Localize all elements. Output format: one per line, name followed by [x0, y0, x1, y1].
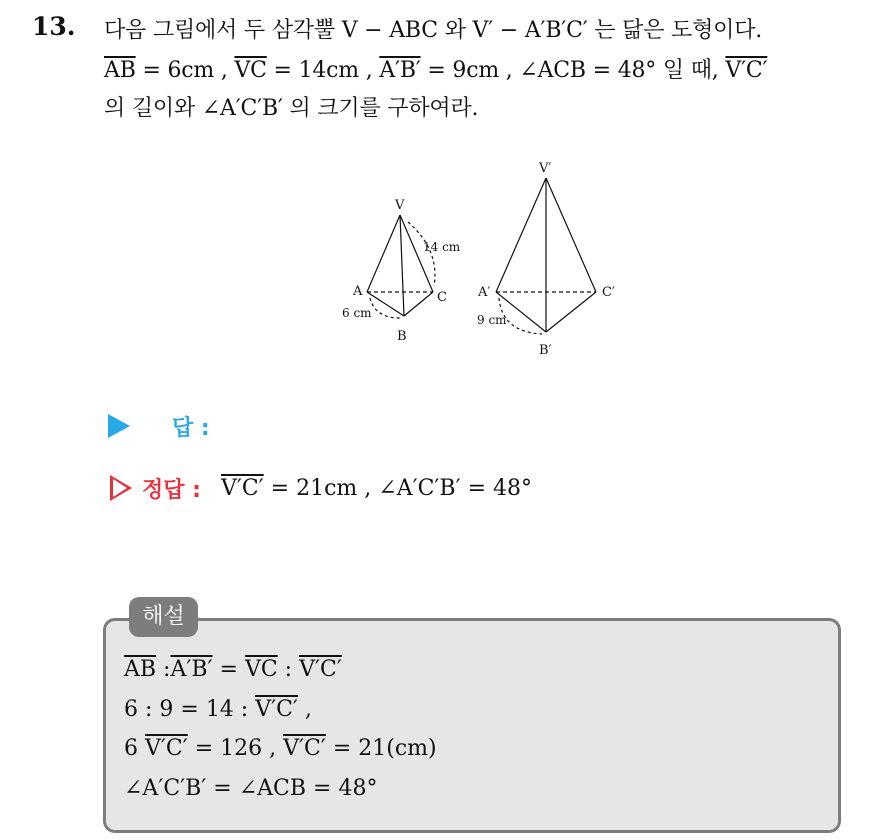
edge-vb [400, 215, 404, 316]
question-line-1: 다음 그림에서 두 삼각뿔 V − ABC 와 V′ − A′B′C′ 는 닮은 도형이다. [104, 18, 763, 43]
correct-answer-arrow-icon [110, 475, 132, 501]
segment-vc: $\overline{VC}$ [244, 657, 278, 682]
segment-apbp: A′B′ [170, 657, 213, 682]
segment-vc: $\overline{VC}$ [234, 58, 267, 83]
label-apbp-length: 9 cm [477, 313, 507, 327]
ab-dimension-arc [370, 298, 400, 318]
solution-line-4: ∠A′C′B′ = ∠ACB = 48° [124, 776, 378, 801]
small-pyramid [367, 215, 435, 318]
label-cp: C′ [602, 285, 615, 300]
proportion-text: 6 : 9 = 14 : [124, 697, 256, 722]
answer-row [108, 408, 210, 444]
edge-va [367, 215, 400, 292]
edge-vpcp [546, 178, 596, 292]
label-ab-length: 6 cm [342, 306, 372, 320]
segment-vpcp: V′C′ [299, 657, 342, 682]
vc-value: = 14cm , [266, 58, 380, 83]
label-b: B [397, 329, 407, 344]
question-number: 13. [32, 12, 76, 41]
edge-bc [404, 292, 433, 316]
large-pyramid [496, 178, 596, 334]
segment-vpcp: V′C′ [145, 736, 188, 761]
solution-line-1 [124, 657, 342, 682]
result-text: = 21(cm) [325, 736, 437, 761]
ratio-colon: : [156, 657, 171, 682]
segment-ab: $\overline{AB}$ [124, 657, 157, 682]
segment-vpcp: V′C′ [220, 475, 264, 501]
question-line-2 [104, 53, 767, 84]
segment-vpcp: V′C′ [283, 736, 326, 761]
solution-tab: 해설 [129, 597, 198, 637]
vc-dimension-arc [408, 222, 435, 286]
pyramid-figure [320, 150, 650, 375]
answer-arrow-icon [108, 414, 130, 438]
solution-line-2 [124, 697, 312, 722]
edge-vpap [496, 178, 546, 292]
segment-ab: $\overline{AB}$ [104, 58, 136, 83]
pyramid-diagram [320, 150, 650, 375]
label-vp: V′ [539, 161, 552, 176]
comma: , [297, 697, 312, 722]
correct-answer-value: = 21cm , ∠A′C′B′ = 48° [263, 475, 532, 501]
label-c: C [437, 290, 447, 305]
label-a: A [353, 284, 363, 299]
correct-answer-text [221, 476, 532, 501]
equals: = [212, 657, 245, 682]
correct-answer-label: 정답 : [142, 477, 201, 503]
segment-vpcp: V′C′ [255, 697, 298, 722]
label-ap: A′ [478, 285, 491, 300]
apbp-value: = 9cm , ∠ACB = 48° 일 때, [420, 58, 726, 83]
product-text: = 126 , [187, 736, 284, 761]
ab-value: = 6cm , [135, 58, 235, 83]
segment-apbp: A′B′ [379, 58, 421, 83]
label-v: V [395, 198, 405, 213]
question-line-3: 의 길이와 ∠A′C′B′ 의 크기를 구하여라. [104, 96, 479, 121]
label-bp: B′ [539, 343, 552, 358]
solution-line-3 [124, 736, 437, 761]
answer-label: 답 : [172, 415, 210, 441]
correct-answer-row [110, 470, 532, 506]
label-vc-length: 14 cm [423, 240, 461, 254]
coefficient: 6 [124, 736, 145, 761]
segment-vpcp: V′C′ [725, 58, 768, 83]
edge-bpcp [546, 292, 596, 332]
ratio-colon: : [277, 657, 300, 682]
